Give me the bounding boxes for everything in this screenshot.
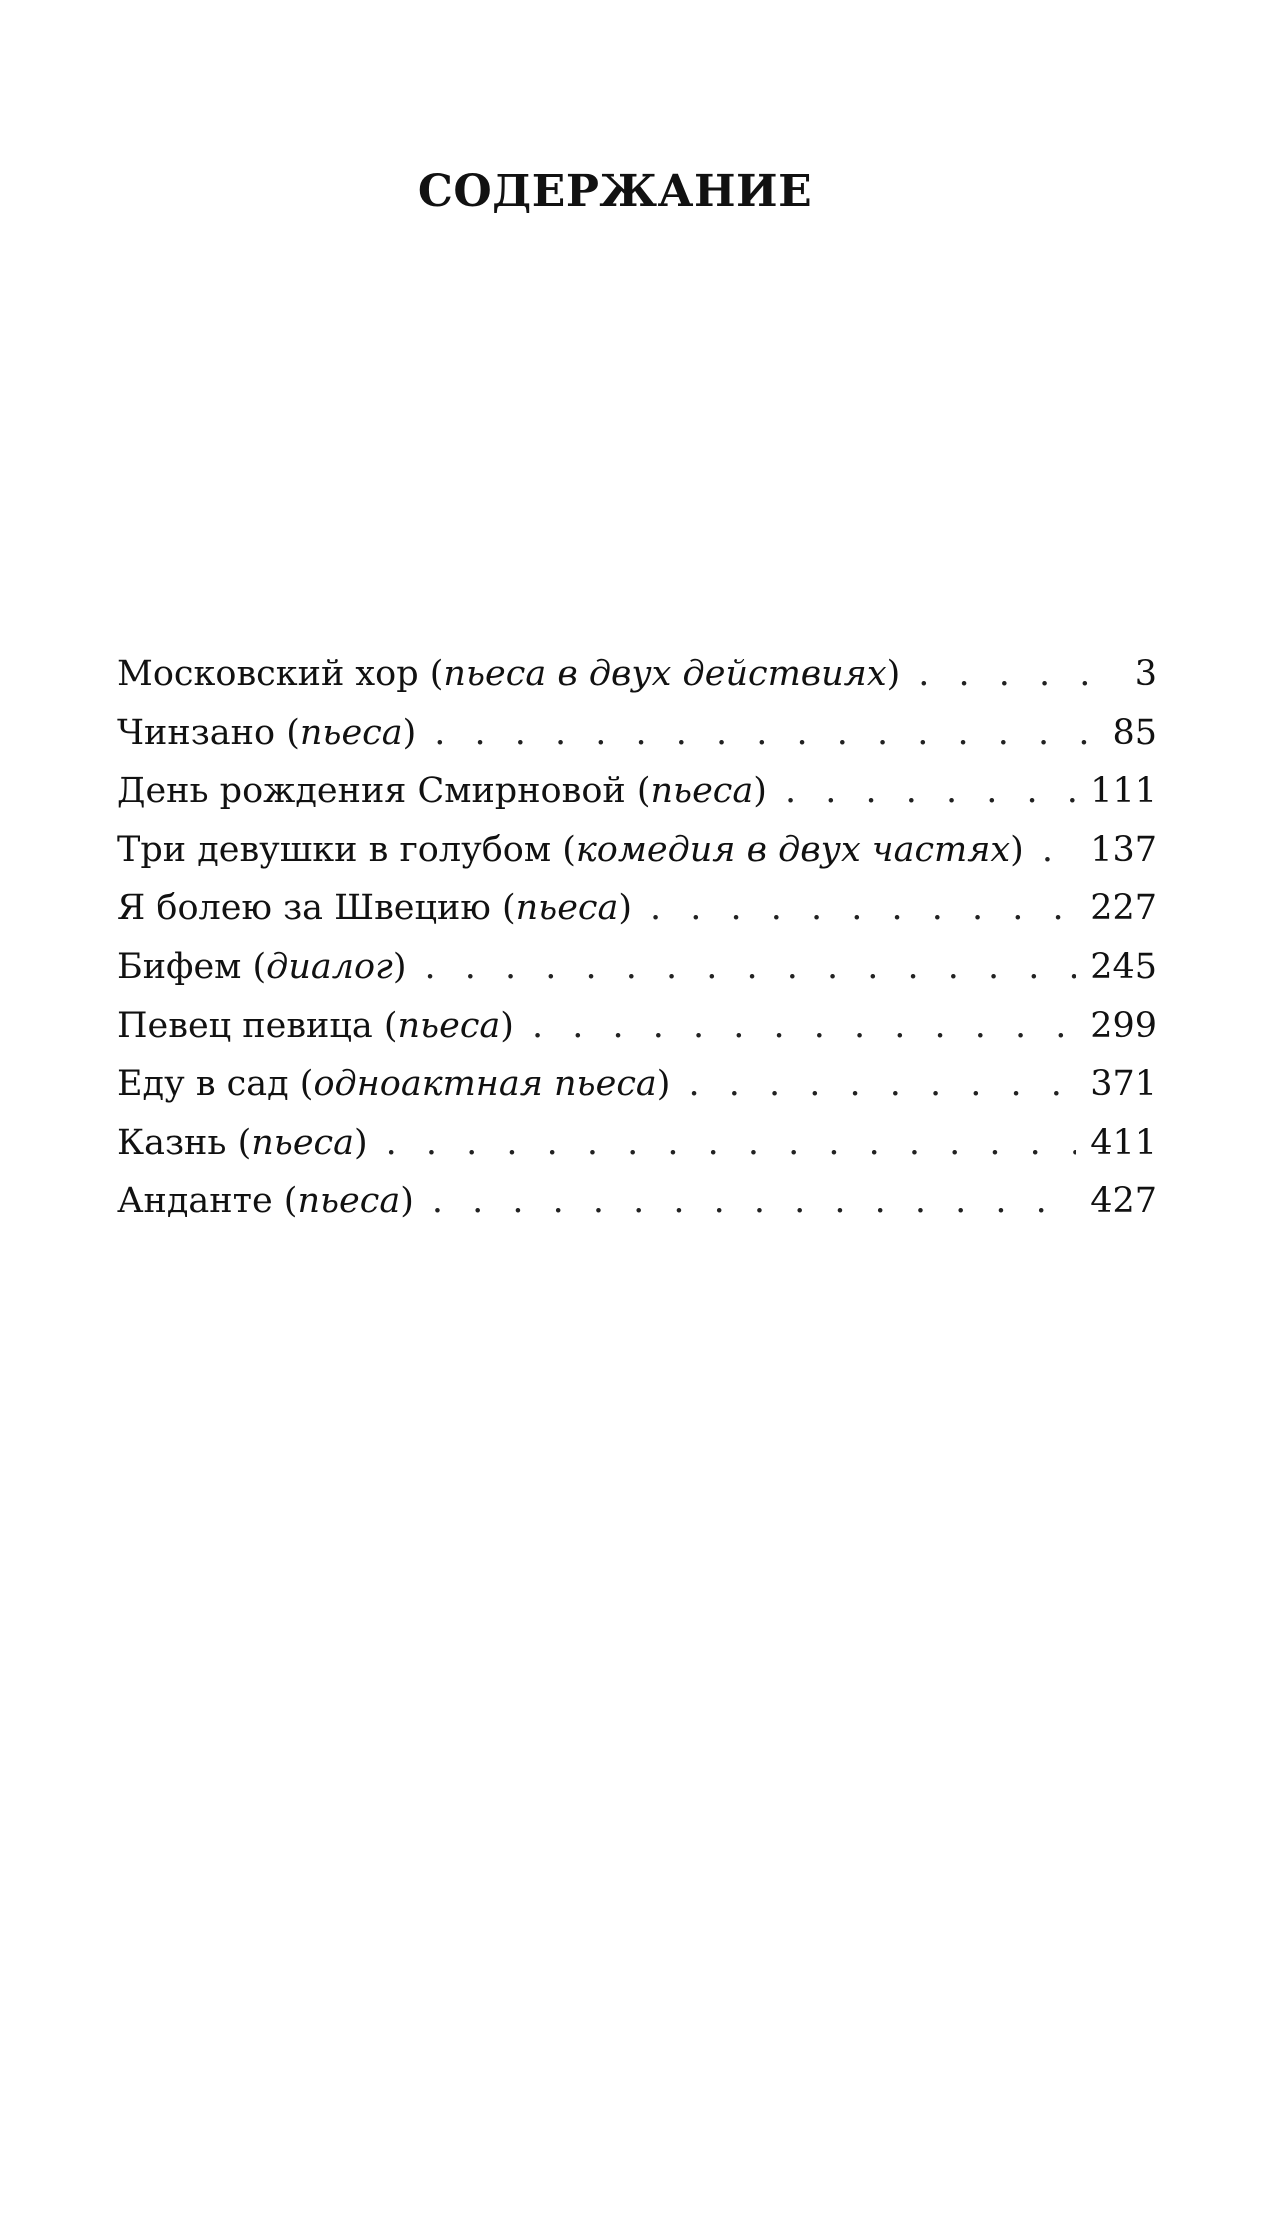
entry-page-number: 411 bbox=[1090, 1122, 1157, 1163]
entry-title: Московский хор bbox=[117, 654, 419, 694]
entry-page-number: 111 bbox=[1090, 771, 1157, 812]
entry-page-number: 137 bbox=[1090, 829, 1157, 870]
dot-leader bbox=[434, 704, 1098, 763]
dot-leader bbox=[650, 879, 1076, 938]
dot-leader bbox=[688, 1055, 1076, 1114]
dot-leader bbox=[432, 1172, 1076, 1231]
entry-subtitle: пьеса bbox=[297, 1181, 401, 1222]
entry-title: Чинзано bbox=[117, 712, 276, 753]
dot-leader bbox=[386, 1114, 1077, 1173]
dot-leader bbox=[1042, 821, 1076, 880]
entry-subtitle: пьеса bbox=[397, 1005, 501, 1046]
toc-entry[interactable]: Еду в сад (одноактная пьеса) . . . 371 bbox=[117, 1055, 1157, 1114]
entry-title: Певец певица bbox=[117, 1005, 373, 1046]
toc-entry[interactable]: Три девушки в голубом (комедия в двух частях) . . . 137 bbox=[117, 821, 1157, 880]
entry-page-number: 85 bbox=[1112, 712, 1157, 753]
toc-entry[interactable]: Певец певица (пьеса) . . . 299 bbox=[117, 997, 1157, 1056]
entry-page-number: 299 bbox=[1090, 1005, 1157, 1046]
toc-list bbox=[117, 645, 1157, 1231]
toc-entry[interactable]: Анданте (пьеса) . . . 427 bbox=[117, 1172, 1157, 1231]
dot-leader bbox=[532, 997, 1076, 1056]
entry-page-number: 227 bbox=[1090, 888, 1157, 929]
toc-entry[interactable]: Казнь (пьеса) . . . 411 bbox=[117, 1114, 1157, 1173]
entry-title: Я болею за Швецию bbox=[117, 888, 491, 929]
entry-subtitle: пьеса bbox=[299, 712, 403, 753]
dot-leader bbox=[785, 762, 1076, 821]
toc-entry[interactable]: Я болею за Швецию (пьеса) . . . 227 bbox=[117, 879, 1157, 938]
entry-title: День рождения Смирновой bbox=[117, 771, 626, 812]
entry-title: Три девушки в голубом bbox=[117, 829, 552, 870]
toc-entry[interactable]: Бифем (диалог) . . . 245 bbox=[117, 938, 1157, 997]
entry-subtitle: пьеса bbox=[650, 771, 754, 812]
entry-title: Анданте bbox=[117, 1181, 273, 1222]
toc-entry[interactable]: Московский хор (пьеса в двух действиях) . . . 3 bbox=[117, 645, 1157, 704]
entry-subtitle: комедия в двух частях bbox=[575, 829, 1011, 870]
entry-title: Еду в сад bbox=[117, 1064, 289, 1105]
toc-heading: СОДЕРЖАНИЕ bbox=[417, 166, 813, 217]
dot-leader bbox=[424, 938, 1076, 997]
entry-subtitle: пьеса в двух действиях bbox=[443, 654, 887, 694]
entry-page-number: 245 bbox=[1090, 946, 1157, 987]
entry-title: Бифем bbox=[117, 946, 242, 987]
entry-subtitle: диалог bbox=[266, 946, 393, 987]
dot-leader bbox=[918, 645, 1120, 704]
entry-title: Казнь bbox=[117, 1122, 227, 1163]
toc-entry[interactable]: Чинзано (пьеса) . . . 85 bbox=[117, 704, 1157, 763]
entry-subtitle: пьеса bbox=[515, 888, 619, 929]
entry-subtitle: пьеса bbox=[251, 1122, 354, 1163]
entry-page-number: 371 bbox=[1090, 1064, 1157, 1105]
entry-page-number: 427 bbox=[1090, 1181, 1157, 1222]
entry-subtitle: одноактная пьеса bbox=[313, 1064, 657, 1105]
toc-entry[interactable]: День рождения Смирновой (пьеса) . . . 111 bbox=[117, 762, 1157, 821]
entry-page-number: 3 bbox=[1134, 654, 1157, 694]
